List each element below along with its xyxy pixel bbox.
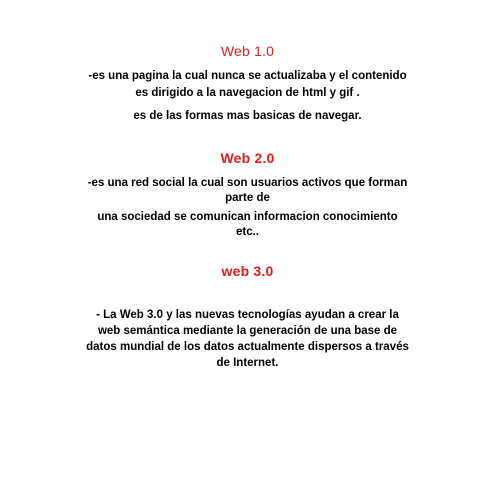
section-heading-web-1: Web 1.0 bbox=[220, 43, 275, 59]
section-2-line-4: etc.. bbox=[235, 226, 259, 238]
section-3-line-1: - La Web 3.0 y las nuevas tecnologías ayudan a crear la bbox=[96, 309, 399, 321]
section-3-line-3: datos mundial de los datos actualmente dispersos a través bbox=[86, 341, 409, 353]
section-1-line-1: -es una pagina la cual nunca se actualizaba y el contenido bbox=[88, 70, 407, 82]
section-3-line-4: de Internet. bbox=[216, 357, 279, 369]
section-2-line-1: -es una red social la cual son usuarios activos que forman bbox=[87, 177, 408, 189]
section-2-line-2: parte de bbox=[225, 192, 270, 204]
section-heading-web-3: web 3.0 bbox=[221, 263, 274, 279]
section-heading-web-2: Web 2.0 bbox=[220, 150, 275, 166]
section-3-line-2: web semántica mediante la generación de una base de bbox=[97, 325, 398, 337]
section-1-line-2: es dirigido a la navegacion de html y gif . bbox=[135, 87, 360, 99]
section-1-line-3: es de las formas mas basicas de navegar. bbox=[133, 110, 362, 122]
section-2-line-3: una sociedad se comunican informacion conocimiento bbox=[97, 211, 398, 223]
